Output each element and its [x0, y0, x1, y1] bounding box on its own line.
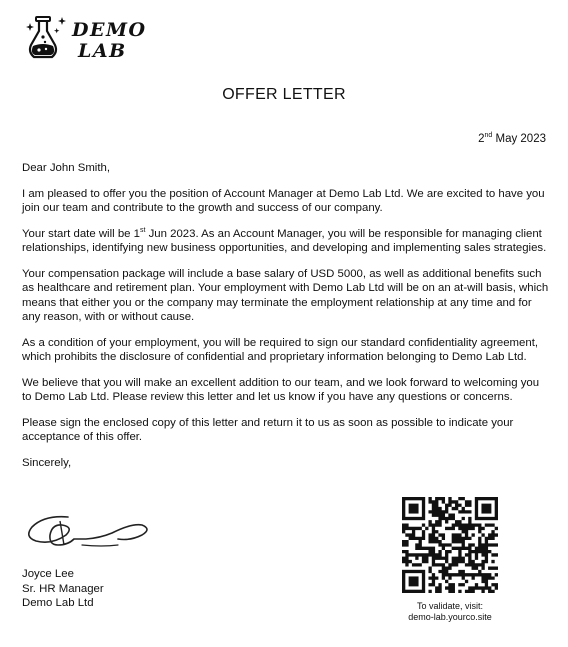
qr-finder-pattern [404, 499, 424, 519]
validation-url[interactable]: demo-lab.yourco.site [408, 612, 492, 622]
start-date-text: Your start date will be 1 [22, 227, 140, 240]
document-title: OFFER LETTER [222, 86, 346, 103]
qr-finder-pattern [404, 571, 424, 591]
paragraph-compensation: Your compensation package will include a base salary of USD 5000, as well as additional benefits such as healthcare and retirement plan. Your employment with Demo Lab Ltd will be on an at-will basis, which means that either you or the company may terminate the employment relationship at any time and for any reason, with or without cause. [22, 267, 549, 323]
signer-block [22, 567, 104, 611]
paragraph-welcome: We believe that you will make an excellent addition to our team, and we look forward to welcoming you to Demo Lab Ltd. Please review this letter and let us know if you have any questions or concerns. [22, 376, 540, 403]
date-day: 2 [478, 133, 485, 145]
paragraph-start-date [22, 227, 550, 256]
qr-finder-pattern [476, 499, 496, 519]
signature-image [22, 505, 172, 555]
date-rest: May 2023 [492, 133, 546, 145]
signer-title: Sr. HR Manager [22, 582, 104, 595]
salutation: Dear John Smith, [22, 162, 110, 174]
paragraph-confidentiality: As a condition of your employment, you will be required to sign our standard confidentiality agreement, which prohibits the disclosure of confidential and proprietary information belonging to Demo Lab Ltd. [22, 336, 539, 363]
validation-instruction: To validate, visit: [416, 601, 484, 611]
date-suffix: nd [484, 132, 493, 140]
logo-text-demo: DEMO [72, 19, 147, 41]
closing: Sincerely, [22, 456, 72, 469]
letter-body [22, 161, 550, 481]
flask-icon [26, 14, 72, 64]
paragraph-sign-request: Please sign the enclosed copy of this letter and return it to us as soon as possible to indicate your acceptance of this offer. [22, 416, 514, 443]
logo-text-lab: LAB [78, 40, 127, 62]
paragraph-offer: I am pleased to offer you the position of Account Manager at Demo Lab Ltd. We are excited to have you join our team and contribute to the growth and success of our company. [22, 187, 545, 214]
validation-note [380, 601, 520, 623]
company-logo [26, 14, 166, 66]
signer-name: Joyce Lee [22, 568, 74, 580]
qr-code[interactable] [402, 497, 498, 593]
start-date-rest: Jun 2023. As an Account Manager, you will be responsible for managing client relationships, identifying new business opportunities, and developing and implementing sales strategies. [22, 227, 547, 254]
signer-company: Demo Lab Ltd [22, 597, 94, 609]
start-date-suffix: st [139, 226, 146, 234]
letter-date [478, 133, 546, 145]
